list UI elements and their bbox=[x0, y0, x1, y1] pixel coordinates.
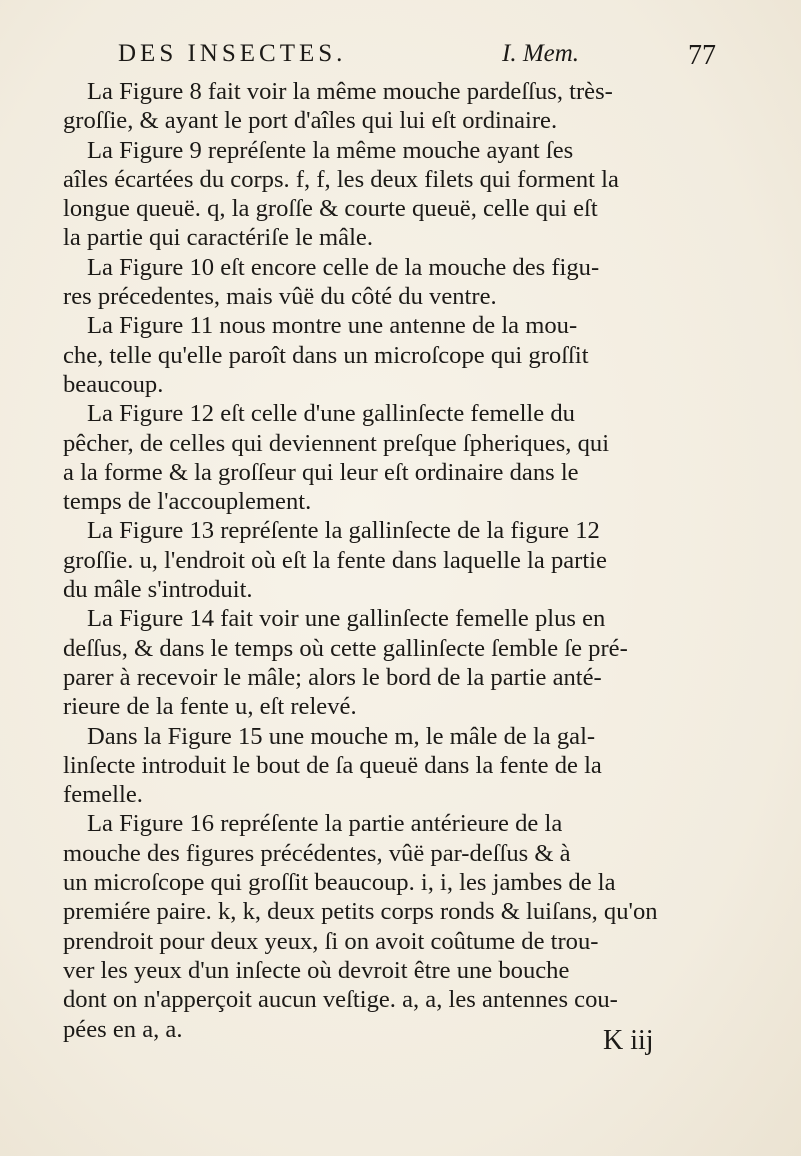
page-number: 77 bbox=[688, 40, 716, 71]
text-line: femelle. bbox=[63, 781, 143, 809]
text-line: deſſus, & dans le temps où cette gallinſecte ſemble ſe pré- bbox=[63, 634, 628, 662]
text-line: La Figure 8 fait voir la même mouche pardeſſus, très- bbox=[87, 78, 613, 105]
text-line: ver les yeux d'un inſecte où devroit être une bouche bbox=[63, 956, 570, 984]
text-line: La Figure 12 eſt celle d'une gallinſecte femelle du bbox=[87, 400, 575, 428]
text-line: temps de l'accouplement. bbox=[63, 488, 312, 516]
text-line: prendroit pour deux yeux, ſi on avoit coûtume de trou- bbox=[63, 927, 599, 955]
text-line: pêcher, de celles qui deviennent preſque ſpheriques, qui bbox=[63, 429, 610, 457]
page-header bbox=[118, 40, 718, 80]
text-line: linſecte introduit le bout de ſa queuë dans la fente de la bbox=[63, 751, 602, 779]
text-line: La Figure 10 eſt encore celle de la mouche des figu- bbox=[87, 253, 600, 281]
text-line: res précedentes, mais vûë du côté du ventre. bbox=[63, 283, 497, 311]
body-text bbox=[63, 77, 743, 1044]
text-line: premiére paire. k, k, deux petits corps ronds & luiſans, qu'on bbox=[63, 898, 658, 926]
running-head: DES INSECTES. bbox=[118, 40, 347, 67]
text-line: dont on n'apperçoit aucun veſtige. a, a, les antennes cou- bbox=[63, 986, 618, 1014]
text-line: La Figure 9 repréſente la même mouche ayant ſes bbox=[87, 136, 574, 164]
text-line: rieure de la fente u, eſt relevé. bbox=[63, 693, 357, 721]
text-line: che, telle qu'elle paroît dans un microſcope qui groſſit bbox=[63, 341, 589, 369]
text-line: parer à recevoir le mâle; alors le bord de la partie anté- bbox=[63, 663, 602, 691]
text-line: groſſie, & ayant le port d'aîles qui lui eſt ordinaire. bbox=[63, 107, 558, 135]
text-line: un microſcope qui groſſit beaucoup. i, i, les jambes de la bbox=[63, 869, 616, 897]
text-line: mouche des figures précédentes, vûë par-deſſus & à bbox=[63, 839, 571, 867]
signature-mark: K iij bbox=[603, 1025, 654, 1056]
text-line: La Figure 16 repréſente la partie antérieure de la bbox=[87, 810, 563, 838]
text-line: du mâle s'introduit. bbox=[63, 576, 253, 604]
text-line: a la forme & la groſſeur qui leur eſt ordinaire dans le bbox=[63, 458, 579, 486]
text-line: groſſie. u, l'endroit où eſt la fente dans laquelle la partie bbox=[63, 546, 607, 574]
text-line: aîles écartées du corps. f, f, les deux filets qui forment la bbox=[63, 165, 619, 193]
text-line: pées en a, a. bbox=[63, 1015, 183, 1043]
text-line: longue queuë. q, la groſſe & courte queuë, celle qui eſt bbox=[63, 195, 598, 223]
text-line: la partie qui caractériſe le mâle. bbox=[63, 224, 373, 252]
running-head-memoir: I. Mem. bbox=[502, 40, 580, 67]
text-line: La Figure 13 repréſente la gallinſecte de la figure 12 bbox=[87, 517, 600, 545]
text-line: La Figure 14 fait voir une gallinſecte femelle plus en bbox=[87, 605, 606, 633]
text-line: La Figure 11 nous montre une antenne de la mou- bbox=[87, 312, 578, 340]
text-line: beaucoup. bbox=[63, 370, 164, 398]
text-line: Dans la Figure 15 une mouche m, le mâle de la gal- bbox=[87, 722, 596, 750]
